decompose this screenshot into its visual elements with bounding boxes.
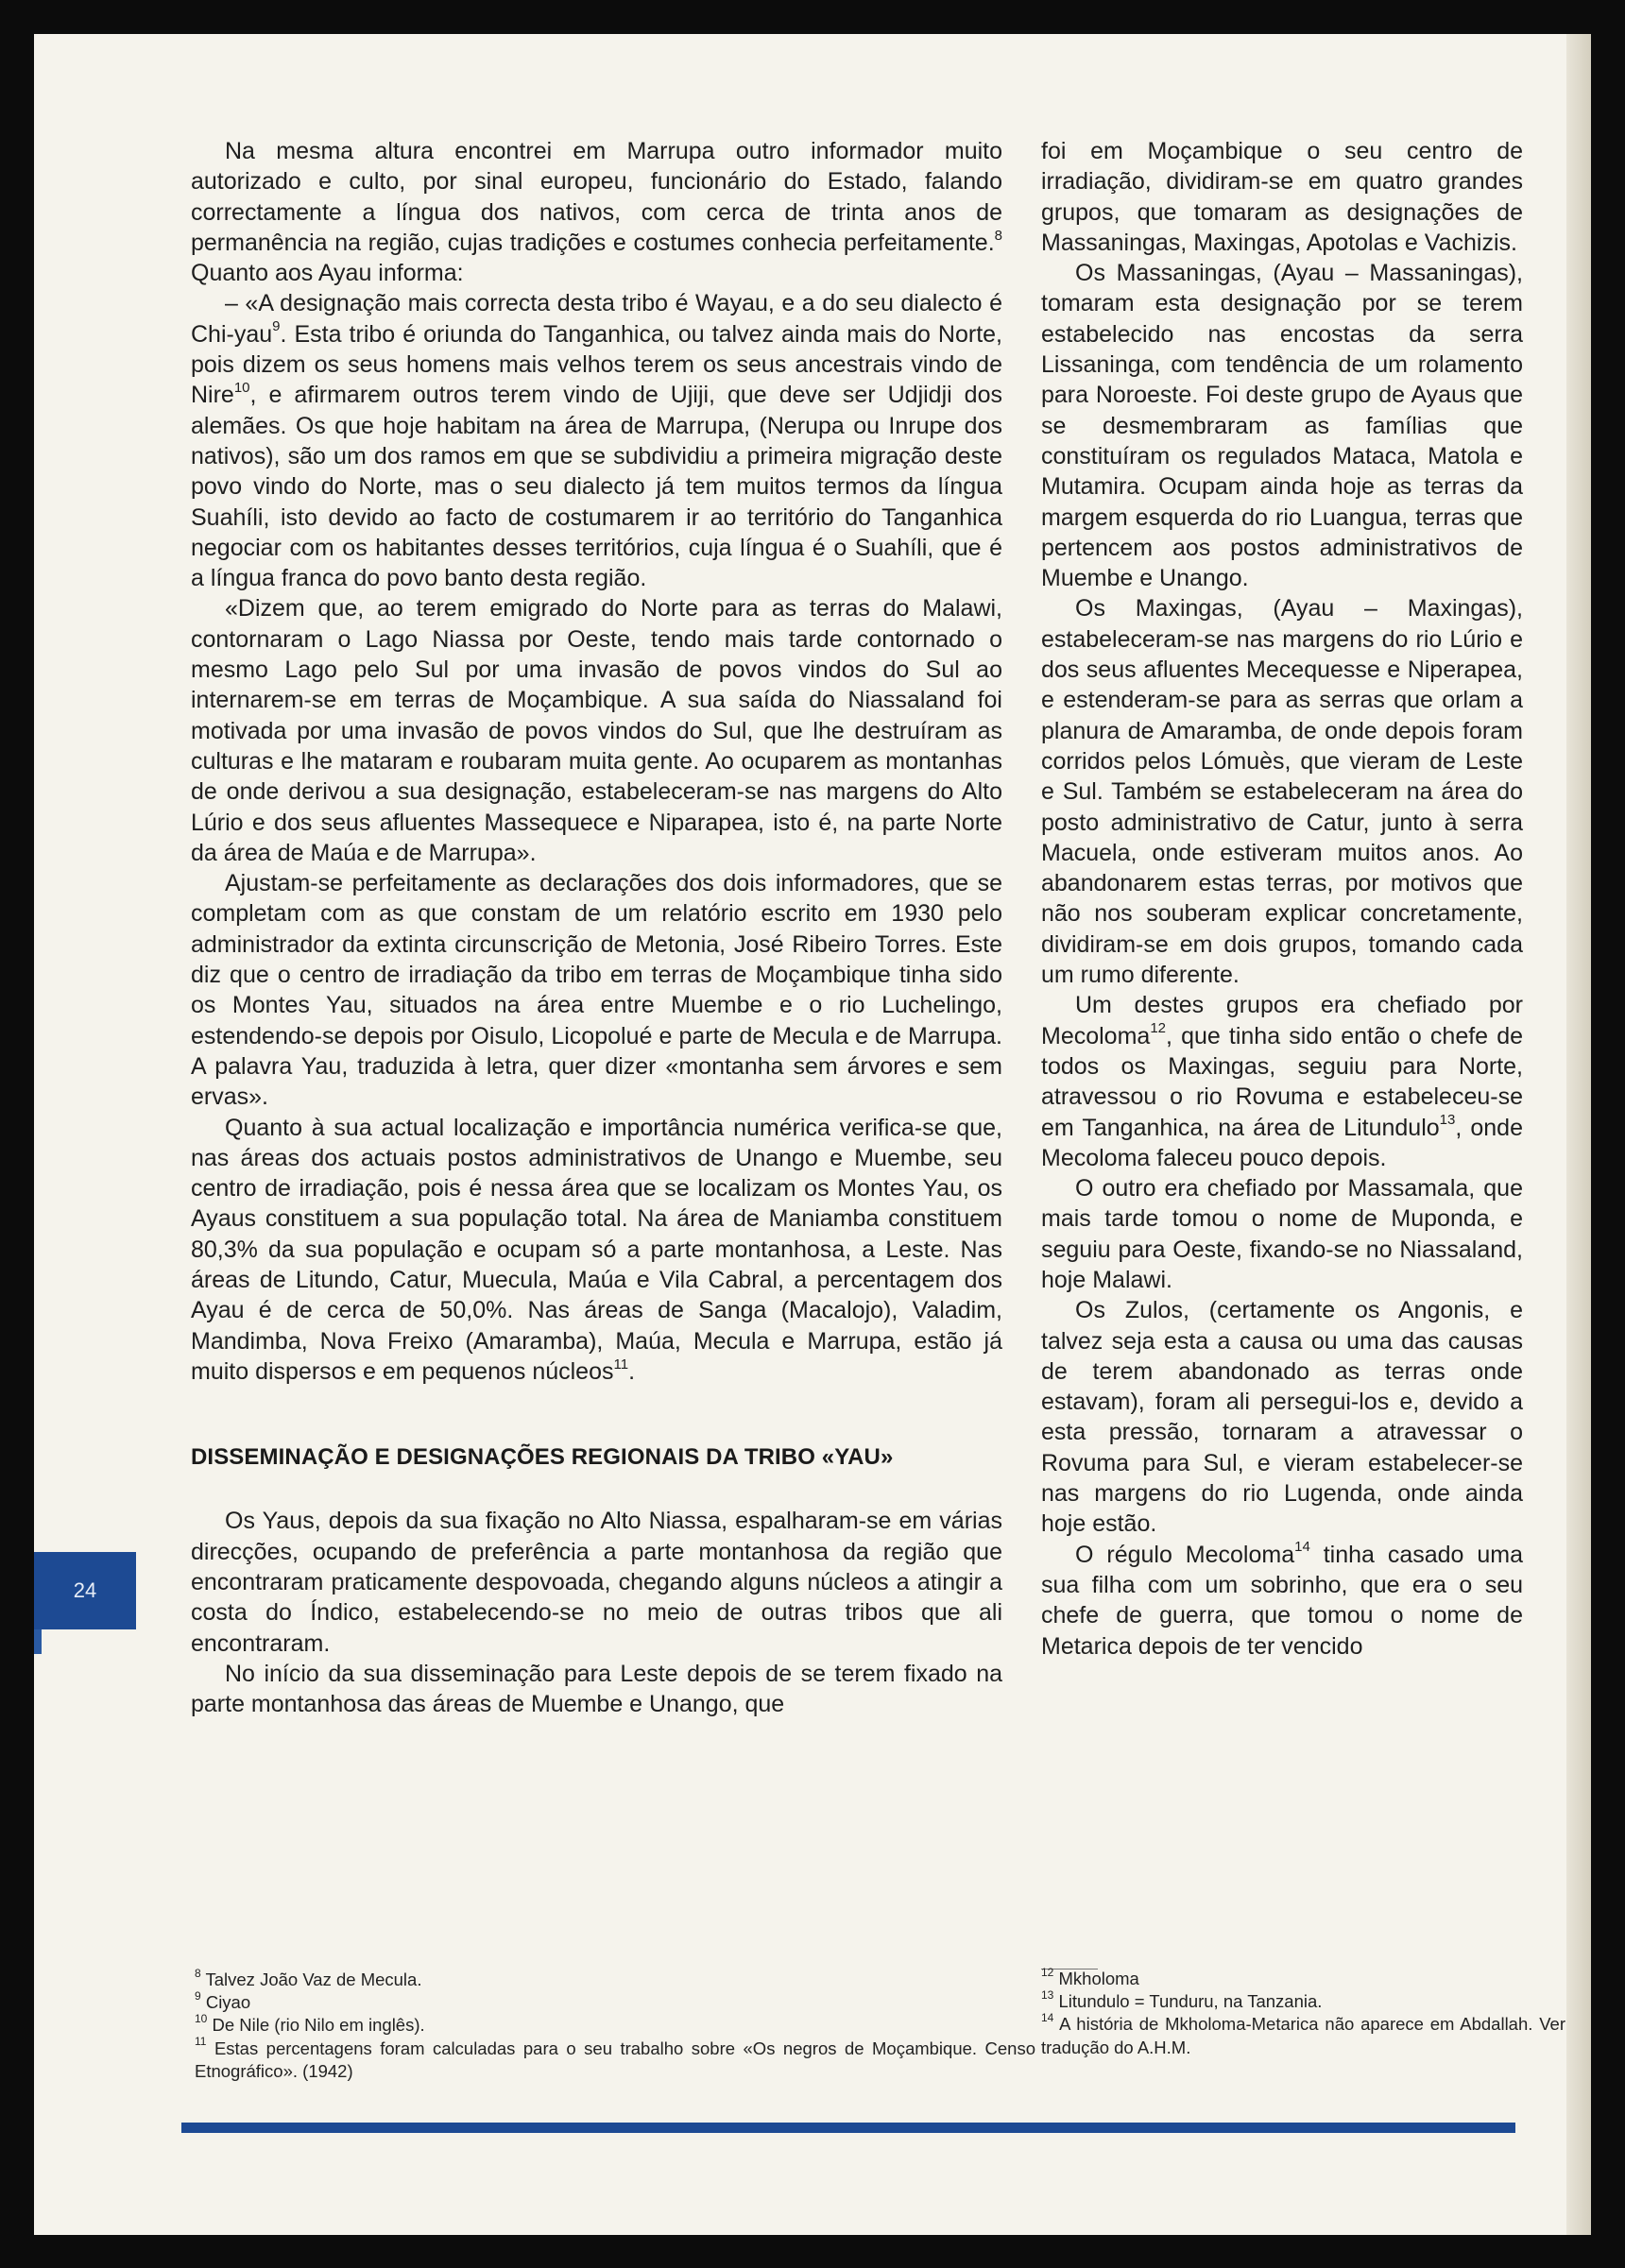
footnotes-right <box>1041 1965 1565 2059</box>
footnote <box>195 1966 1035 1991</box>
footnote-marker: 8 <box>994 227 1002 244</box>
footnote-marker: 13 <box>1439 1112 1456 1129</box>
footnote-marker: 14 <box>1294 1539 1310 1556</box>
footnote-number: 9 <box>195 1989 201 2004</box>
paragraph: – «A designação mais correcta desta tribo é Wayau, e a do seu dialecto é Chi-yau$^9$. Esta tribo é oriunda do Tanganhica, ou talvez ainda mais do Norte, pois dizem os seus homens mais velhos terem os seus ancestrais vindo de Nire$^{10}$, e afirmarem outros terem vindo de Ujiji, que deve ser Udjidji dos alemães. Os que hoje habitam na área de Marrupa, (Nerupa ou Inrupe dos nativos), são um dos ramos em que se subdividiu a primeira migração deste povo vindo do Norte, mas o seu dialecto já tem muitos termos da língua Suahíli, isto devido ao facto de costumarem ir ao território do Tanganhica negociar com os habitantes desses territórios, cuja língua é o Suahíli, que é a língua franca do povo banto desta região. <box>191 290 1002 592</box>
right-column <box>1041 136 1523 1662</box>
footnote-text: Litundulo = Tunduru, na Tanzania. <box>1053 1991 1323 2012</box>
paragraph: O outro era chefiado por Massamala, que mais tarde tomou o nome de Muponda, e seguiu para Oeste, fixando-se no Niassaland, hoje Malawi. <box>1041 1175 1523 1293</box>
paragraph: Na mesma altura encontrei em Marrupa outro informador muito autorizado e culto, por sinal europeu, funcionário do Estado, falando correctamente a língua dos nativos, com cerca de trinta anos de permanência na região, cujas tradições e costumes conhecia perfeitamente.$^8$ Quanto aos Ayau informa: <box>191 138 1002 287</box>
footnote-text: Ciyao <box>200 1992 251 2013</box>
paragraph: Quanto à sua actual localização e importância numérica verifica-se que, nas áreas dos actuais postos administrativos de Unango e Muembe, seu centro de irradiação, pois é nessa área que se localizam os Montes Yau, os Ayaus constituem a sua população total. Na área de Maniamba constituem 80,3% da sua população e ocupam só a parte montanhosa, a Leste. Nas áreas de Litundo, Catur, Muecula, Maúa e Vila Cabral, a percentagem dos Ayau é de cerca de 50,0%. Nas áreas de Sanga (Macalojo), Valadim, Mandimba, Nova Freixo (Amaramba), Maúa, Mecula e Marrupa, estão já muito dispersos e em pequenos núcleos$^{11}$. <box>191 1114 1002 1385</box>
bottom-rule-bar <box>181 2123 1515 2133</box>
paragraph: «Dizem que, ao terem emigrado do Norte para as terras do Malawi, contornaram o Lago Niassa por Oeste, tendo mais tarde contornado o mesmo Lago pelo Sul por uma invasão de povos vindos do Sul ao internarem-se em terras de Moçambique. A sua saída do Niassaland foi motivada por uma invasão de povos vindos do Sul, que lhe destruíram as culturas e lhe mataram e roubaram muita gente. Ao ocuparem as montanhas de onde derivou a sua designação, estabeleceram-se nas margens do Alto Lúrio e dos seus afluentes Massequece e Niparapea, isto é, na parte Norte da área de Maúa e de Marrupa». <box>191 595 1002 866</box>
footnote-text: Talvez João Vaz de Mecula. <box>200 1970 422 1989</box>
footnote <box>195 2014 1035 2037</box>
footnotes-left <box>195 1966 1035 2083</box>
footnote-number: 8 <box>195 1966 201 1980</box>
paragraph: Os Massaningas, (Ayau – Massaningas), tomaram esta designação por se terem estabelecido nas encostas da serra Lissaninga, com tendência de um rolamento para Noroeste. Foi deste grupo de Ayaus que se desmembraram as famílias que constituíram os regulados Mataca, Matola e Mutamira. Ocupam ainda hoje as terras da margem esquerda do rio Luangua, terras que pertencem aos postos administrativos de Muembe e Unango. <box>1041 260 1523 592</box>
footnote-marker: 11 <box>613 1356 629 1373</box>
paragraph: Ajustam-se perfeitamente as declarações dos dois informadores, que se completam com as que constam de um relatório escrito em 1930 pelo administrador da extinta circunscrição de Metonia, José Ribeiro Torres. Este diz que o centro de irradiação da tribo em terras de Moçambique tinha sido os Montes Yau, situados na área entre Muembe e o rio Luchelingo, estendendo-se depois por Oisulo, Licopolué e parte de Mecula e de Marrupa. A palavra Yau, traduzida à letra, quer dizer «montanha sem árvores e sem ervas». <box>191 870 1002 1111</box>
book-page <box>34 34 1591 2235</box>
footnote-number: 13 <box>1041 1988 1054 2003</box>
left-column <box>191 136 1002 1720</box>
footnote-marker: 9 <box>272 318 281 335</box>
right-column-paragraphs <box>1041 136 1523 1662</box>
footnote <box>195 1991 1035 2014</box>
page-number: 24 <box>73 1578 97 1602</box>
footnote-text: De Nile (rio Nilo em inglês). <box>207 2015 425 2036</box>
left-column-paragraphs-a <box>191 136 1002 1387</box>
paragraph: foi em Moçambique o seu centro de irradiação, dividiram-se em quatro grandes grupos, que tomaram as designações de Massaningas, Maxingas, Apotolas e Vachizis. <box>1041 138 1523 256</box>
footnote-number: 14 <box>1041 2011 1054 2025</box>
paragraph: Os Maxingas, (Ayau – Maxingas), estabeleceram-se nas margens do rio Lúrio e dos seus afluentes Mecequesse e Niperapea, e estenderam-se para as serras que orlam a planura de Amaramba, de onde depois foram corridos pelos Lómuès, que vieram de Leste e Sul. Também se estabeleceram na área do posto administrativo de Catur, junto à serra Macuela, onde estiveram muitos anos. Ao abandonarem estas terras, por motivos que não nos souberam explicar concretamente, dividiram-se em dois grupos, tomando cada um rumo diferente. <box>1041 595 1523 989</box>
footnote-marker: 10 <box>233 380 250 397</box>
paragraph: Os Zulos, (certamente os Angonis, e talvez seja esta a causa ou uma das causas de terem abandonado as terras onde estavam), foram ali persegui-los e, devido a esta pressão, tornaram a atravessar o Rovuma para Sul, e vieram estabelecer-se nas margens do rio Lugenda, onde ainda hoje estão. <box>1041 1297 1523 1538</box>
page-number-tab <box>34 1552 136 1629</box>
footnote <box>1041 2013 1565 2058</box>
paragraph: No início da sua disseminação para Leste depois de se terem fixado na parte montanhosa das áreas de Muembe e Unango, que <box>191 1660 1002 1718</box>
footnote-text: Mkholoma <box>1053 1969 1139 1988</box>
left-column-paragraphs-b <box>191 1506 1002 1719</box>
footnote-text: Estas percentagens foram calculadas para o seu trabalho sobre «Os negros de Moçambique. Censo Etnográfico». (1942) <box>195 2038 1035 2081</box>
footnote-number: 10 <box>195 2012 208 2026</box>
paragraph: O régulo Mecoloma$^{14}$ tinha casado uma sua filha com um sobrinho, que era o seu chefe de guerra, que tomou o nome de Metarica depois de ter vencido <box>1041 1539 1524 1660</box>
page-tab-accent <box>34 1629 42 1654</box>
footnote <box>1041 1965 1565 1990</box>
page-edge <box>1566 34 1591 2235</box>
footnote-number: 12 <box>1041 1965 1054 1979</box>
section-heading: DISSEMINAÇÃO E DESIGNAÇÕES REGIONAIS DA TRIBO «YAU» <box>191 1444 894 1471</box>
footnote <box>195 2035 1035 2083</box>
paragraph: Um destes grupos era chefiado por Mecoloma$^{12}$, que tinha sido então o chefe de todos os Maxingas, seguiu para Norte, atravessou o rio Rovuma e estabeleceu-se em Tanganhica, na área de Litundulo$^{13}$, onde Mecoloma faleceu pouco depois. <box>1041 992 1523 1171</box>
footnote-number: 11 <box>195 2035 207 2049</box>
paragraph: Os Yaus, depois da sua fixação no Alto Niassa, espalharam-se em várias direcções, ocupando de preferência a parte montanhosa da região que encontraram praticamente despovoada, chegando alguns núcleos a atingir a costa do Índico, estabelecendo-se no meio de outras tribos que ali encontraram. <box>191 1508 1002 1657</box>
footnote <box>1041 1990 1565 2013</box>
footnote-marker: 12 <box>1150 1020 1167 1037</box>
footnote-text: A história de Mkholoma-Metarica não aparece em Abdallah. Ver tradução do A.H.M. <box>1041 2014 1565 2057</box>
